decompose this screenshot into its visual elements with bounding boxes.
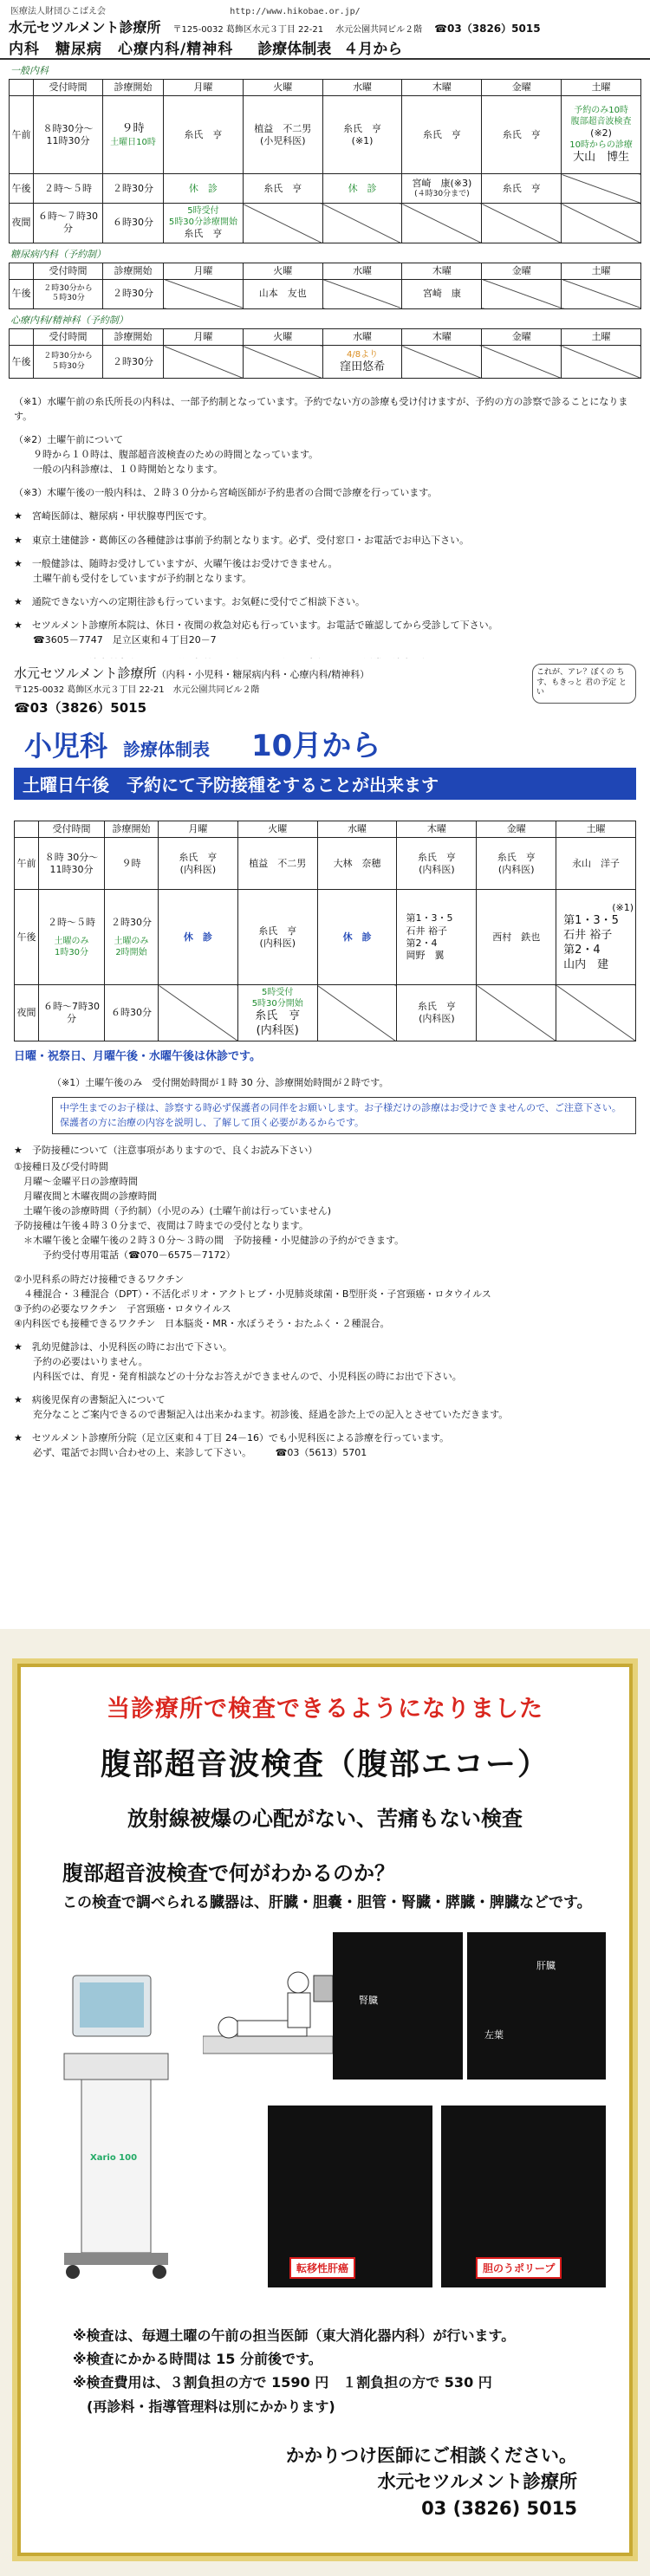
- cell: 糸氏 亨: [402, 96, 482, 174]
- cell-mark: (※2): [590, 127, 612, 139]
- note-item: （※3）木曜午後の一般内科は、２時３０分から宮崎医師が予約患者の合間で診療を行っています。: [14, 487, 438, 499]
- header-cell: 土曜: [562, 263, 641, 279]
- header-cell: 火曜: [243, 263, 322, 279]
- table-header-row: [10, 263, 641, 279]
- cell-value: ２時～５時: [48, 916, 95, 928]
- cell: ８時 30分～ 11時30分: [39, 838, 105, 890]
- empty-cell: [562, 174, 641, 204]
- cell-value: 糸氏 亨 (内科医): [255, 1009, 301, 1038]
- ultrasound-poster: [17, 1664, 633, 2556]
- row-label: 午前: [15, 838, 39, 890]
- header-cell: 月曜: [164, 263, 244, 279]
- cell: 西村 鉄也: [477, 890, 556, 985]
- header-corner: [10, 263, 34, 279]
- ultrasound-label: 肝臓: [536, 1960, 556, 1971]
- machine-wheel-shape: [153, 2265, 166, 2279]
- note-item: ②小児科系の時だけ接種できるワクチン ４種混合・３種混合（DPT）・不活化ポリオ・アクトヒブ・小児肺炎球菌・B型肝炎・子宮頸癌・ロタウイルス ③予約の必要なワクチン 子宮頸癌・ロタウイルス ④内科医でも接種できるワクチン 日本脳炎・MR・水ぼうそう・おたふく・２種混合。: [14, 1273, 491, 1329]
- header-cell: 受付時間: [34, 328, 103, 345]
- clinic-phone[interactable]: ☎03（3826）5015: [434, 23, 541, 35]
- machine-label: Xario 100: [90, 2153, 138, 2163]
- cell-value: ９時: [121, 121, 145, 135]
- header-cell: 水曜: [322, 263, 402, 279]
- cell-note: 土曜日10時: [110, 137, 156, 147]
- empty-cell: [482, 346, 562, 379]
- empty-cell: [477, 985, 556, 1041]
- table-row: [15, 838, 636, 890]
- cell: 休 診: [317, 890, 397, 985]
- diabetes-schedule-table: [9, 263, 641, 309]
- cell: ６時30分: [103, 204, 164, 243]
- poster-question-detail: この検査で調べられる臓器は、肝臓・胆嚢・胆管・腎臓・膵臓・脾臓などです。: [62, 1894, 592, 1911]
- general-schedule-table: [9, 79, 641, 243]
- ultrasound-machine-image: [38, 1967, 203, 2287]
- schedule-effective: ４月から: [343, 41, 403, 58]
- cell: ２時30分から ５時30分: [34, 346, 103, 379]
- row-label: 午後: [10, 279, 34, 308]
- cell-value: 大山 博生: [573, 151, 630, 164]
- machine-screen-shape: [80, 1982, 144, 2028]
- pediatric-clinic-line: [14, 664, 525, 682]
- note-item: ★ 病後児保育の書類記入について 充分なことご案内できるので書類記入は出来かねます。初診後、経過を診た上での記入とさせていただきます。: [14, 1393, 509, 1420]
- section-label-general: 一般内科: [10, 65, 49, 76]
- empty-cell: [402, 204, 482, 243]
- header-cell: 木曜: [402, 328, 482, 345]
- empty-cell: [562, 346, 641, 379]
- clinic-name: 水元セツルメント診療所: [9, 19, 161, 36]
- header-cell: 木曜: [397, 821, 477, 838]
- cell-note: 10時からの診療: [569, 140, 633, 150]
- machine-console-shape: [64, 2054, 168, 2080]
- corp-header: [0, 0, 650, 16]
- departments: （内科・小児科・糖尿病内科・心療内科/精神科）: [156, 669, 370, 680]
- table-row: [10, 346, 641, 379]
- clinic-name: 水元セツルメント診療所: [377, 2471, 577, 2493]
- header-cell: 診療開始: [103, 80, 164, 96]
- section-label-diabetes: 糖尿病内科（予約制）: [10, 248, 106, 260]
- ultrasound-poster-sheet: [0, 1629, 650, 2576]
- poster-subtitle: 放射線被爆の心配がない、苦痛もない検査: [127, 1807, 523, 1831]
- cell-note: 土曜のみ 2時開始: [114, 936, 149, 957]
- header-corner: [15, 821, 39, 838]
- cell: [103, 96, 164, 174]
- pediatric-header: [0, 659, 650, 717]
- header-cell: 木曜: [402, 80, 482, 96]
- cell-mark: (※1): [612, 901, 634, 913]
- doctor-head-shape: [288, 1972, 309, 1993]
- clinic-phone[interactable]: ☎03（3826）5015: [14, 700, 147, 716]
- vaccination-banner: 土曜日午後 予約にて予防接種をすることが出来ます: [14, 768, 636, 800]
- header-cell: 水曜: [322, 80, 402, 96]
- row-label: 夜間: [10, 204, 34, 243]
- cell: [164, 204, 244, 243]
- header-cell: 受付時間: [34, 80, 103, 96]
- cell: 休 診: [322, 174, 402, 204]
- poster-question: 腹部超音波検査で何がわかるのか？: [62, 1861, 395, 1885]
- cell: 糸氏 亨 (内科医): [237, 890, 317, 985]
- cell-value: ２時30分: [111, 916, 152, 928]
- cell: 宮崎 康: [402, 279, 482, 308]
- note-item: （※2）土曜午前について ９時から１０時は、腹部超音波検査のための時間となっています。 一般の内科診療は、１０時開始となります。: [14, 434, 319, 476]
- cell: 永山 洋子: [556, 838, 636, 890]
- pediatric-dept-title: 小児科: [24, 730, 108, 762]
- clinic-name: 水元セツルメント診療所: [14, 665, 157, 681]
- poster-signature: [21, 2443, 577, 2521]
- cell: 第1・3・5 石井 裕子 第2・4 岡野 翼: [397, 890, 477, 985]
- note-item: ★ 予防接種について（注意事項がありますので、良くお読み下さい）: [14, 1145, 318, 1157]
- empty-cell: [317, 985, 397, 1041]
- cell: 植益 不二男: [237, 838, 317, 890]
- row-label: 午前: [10, 96, 34, 174]
- departments: 内科 糖尿病 心療内科/精神科: [9, 41, 234, 58]
- empty-cell: [243, 204, 322, 243]
- cell-note: 4/8より: [347, 349, 379, 360]
- saturday-note: （※1）土曜午後のみ 受付開始時間が１時 30 分、診療開始時間が２時です。: [52, 1077, 389, 1089]
- empty-cell: [322, 279, 402, 308]
- note-item: ★ 乳幼児健診は、小児科医の時にお出で下さい。 予約の必要はいりません。 内科医では、育児・発育相談などの十分なお答えができませんので、小児科医の時にお出で下さい。: [14, 1340, 462, 1382]
- row-label: 午後: [10, 174, 34, 204]
- cell: 糸氏 亨: [164, 96, 244, 174]
- ultrasound-image-2: [467, 1932, 606, 2080]
- cell: [105, 890, 159, 985]
- table-header-row: [15, 821, 636, 838]
- vaccination-notes: [0, 1143, 650, 1460]
- cell-value: 窪田悠希: [340, 360, 386, 373]
- header-cell: 火曜: [243, 80, 322, 96]
- cell-note: 土曜のみ 1時30分: [54, 936, 89, 957]
- info-line: ※検査費用は、３割負担の方で 1590 円 １割負担の方で 530 円: [73, 2374, 492, 2391]
- header-cell: 水曜: [317, 821, 397, 838]
- cell-note: 5時受付 5時30分開始: [251, 988, 303, 1009]
- empty-cell: [164, 279, 244, 308]
- ultrasound-image-1: [333, 1932, 463, 2080]
- cell: 植益 不二男 (小児科医): [243, 96, 322, 174]
- note-item: ①接種日及び受付時間 月曜～金曜平日の診療時間 月曜夜間と木曜夜間の診療時間 土曜午後の診療時間（予約制）（小児のみ）(土曜午前は行っていません) 予防接種は午後４時３０分まで、夜間は７時までの受付となります。 ＊木曜午後と金曜午後の２時３０分～３時の間 予防接種・小児健診の予約ができます。 予約受付専用電話（☎070－6575－7172）: [14, 1161, 405, 1262]
- empty-cell: [322, 204, 402, 243]
- pediatric-title: [0, 717, 650, 764]
- cell: 休 診: [159, 890, 238, 985]
- note-item: ★ 通院できない方への定期往診も行っています。お気軽に受付でご相談下さい。: [14, 595, 365, 607]
- cell: 糸氏 亨 (内科医): [477, 838, 556, 890]
- cell: [562, 96, 641, 174]
- machine-body-shape: [81, 2080, 151, 2253]
- header-cell: 土曜: [562, 328, 641, 345]
- machine-wheel-shape: [66, 2265, 80, 2279]
- ultrasound-label: 腎臓: [359, 1995, 378, 2006]
- cell: [402, 174, 482, 204]
- poster-title: 腹部超音波検査（腹部エコー）: [100, 1748, 549, 1782]
- guardian-notice: 中学生までのお子様は、診察する時必ず保護者の同伴をお願いします。お子様だけの診療はお受けできませんので、ご注意下さい。保護者の方に治療の内容を説明し、了解して頂く必要があるからです。: [52, 1097, 636, 1134]
- header-cell: 木曜: [402, 263, 482, 279]
- empty-cell: [482, 204, 562, 243]
- cell: 糸氏 亨 (内科医): [159, 838, 238, 890]
- cell: 休 診: [164, 174, 244, 204]
- machine-base-shape: [64, 2253, 168, 2265]
- header-cell: 金曜: [482, 80, 562, 96]
- cell-value: 第1・3・5 石井 裕子 第2・4 山内 建: [563, 914, 619, 971]
- cell: ２時～５時: [34, 174, 103, 204]
- pediatric-schedule-table: [14, 821, 636, 1041]
- table-row: [15, 985, 636, 1041]
- info-line: ※検査にかかる時間は 15 分前後です。: [73, 2351, 322, 2368]
- header-cell: 金曜: [482, 263, 562, 279]
- cell: ２時30分: [103, 174, 164, 204]
- speech-bubble-illustration: これが、アレ？ぼくの ち す、もきっと 君の予定 とい: [532, 664, 636, 704]
- header-cell: 受付時間: [34, 263, 103, 279]
- table-row: [10, 174, 641, 204]
- schedule-heading: 診療体制表: [257, 41, 332, 58]
- schedule-heading: 診療体制表: [123, 739, 211, 760]
- note-item: ★ セツルメント診療所本院は、休日・夜間の救急対応も行っています。お電話で確認してから受診して下さい。 ☎3605－7747 足立区東和４丁目20－7: [14, 619, 498, 646]
- clinic-phone[interactable]: 03 (3826) 5015: [421, 2497, 577, 2519]
- patient-illustration: [203, 1967, 333, 2080]
- cell-note: 5時受付 5時30分診療開始: [168, 206, 237, 228]
- empty-cell: [402, 346, 482, 379]
- cell: 糸氏 亨 (内科医): [397, 985, 477, 1041]
- note-item: （※1）水曜午前の糸氏所長の内科は、一部予約制となっています。予約でない方の診療も受け付けますが、予約の方の診察で診ることになります。: [14, 396, 628, 423]
- note-item: ★ セツルメント診療所分院（足立区東和４丁目 24－16）でも小児科医による診療を行っています。 必ず、電話でお問い合わせの上、来診して下さい。 ☎03（5613）5701: [14, 1431, 450, 1458]
- table-header-row: [10, 328, 641, 345]
- cell: ２時30分: [103, 346, 164, 379]
- psych-schedule-table: [9, 328, 641, 379]
- cell: 大林 奈穂: [317, 838, 397, 890]
- cell: ６時～7時30分: [39, 985, 105, 1041]
- cell: [39, 890, 105, 985]
- header-cell: 月曜: [159, 821, 238, 838]
- poster-info: [73, 2324, 629, 2418]
- cell: [556, 890, 636, 985]
- poster-images: [21, 1932, 629, 2305]
- row-label: 午後: [15, 890, 39, 985]
- table-row: [10, 96, 641, 174]
- table-row: [15, 890, 636, 985]
- empty-cell: [164, 346, 244, 379]
- header-cell: 月曜: [164, 328, 244, 345]
- info-line: (再診料・指導管理料は別にかかります): [73, 2398, 335, 2415]
- empty-cell: [556, 985, 636, 1041]
- note-item: ★ 宮崎医師は、糖尿病・甲状腺専門医です。: [14, 510, 212, 522]
- row-label: 午後: [10, 346, 34, 379]
- clinic-address: 〒125-0032 葛飾区水元３丁目 22-21 水元公園共同ビル２階: [14, 685, 260, 695]
- cell-note: (４時30分まで): [414, 190, 470, 199]
- cell: 糸氏 亨: [482, 174, 562, 204]
- header-cell: 受付時間: [39, 821, 105, 838]
- header-cell: 診療開始: [103, 328, 164, 345]
- schedule-title: [0, 36, 650, 60]
- cell-value: 糸氏 亨: [184, 228, 223, 240]
- cell: ９時: [105, 838, 159, 890]
- label-gallbladder-polyp: 胆のうポリープ: [476, 2257, 562, 2279]
- cell: [322, 346, 402, 379]
- empty-cell: [562, 204, 641, 243]
- cell: 糸氏 亨 (内科医): [397, 838, 477, 890]
- label-liver-metastasis: 転移性肝癌: [289, 2257, 355, 2279]
- cell: 糸氏 亨: [482, 96, 562, 174]
- header-cell: 土曜: [556, 821, 636, 838]
- clinic-building: 水元公園共同ビル２階: [335, 25, 423, 35]
- cell: ６時～７時30分: [34, 204, 103, 243]
- poster-headline: 当診療所で検査できるようになりました: [107, 1696, 543, 1723]
- cell-value: 宮崎 康(※3): [412, 177, 472, 189]
- cell: 糸氏 亨: [243, 174, 322, 204]
- cell: ２時30分: [103, 279, 164, 308]
- clinic-header: [0, 16, 650, 36]
- cell: ６時30分: [105, 985, 159, 1041]
- adult-notes: [0, 394, 650, 671]
- consult-line: かかりつけ医師にご相談ください。: [286, 2444, 577, 2466]
- header-cell: 土曜: [562, 80, 641, 96]
- monitor-shape: [314, 1976, 333, 2002]
- website-url[interactable]: http://www.hikobae.or.jp/: [230, 7, 361, 16]
- note-item: ★ 東京土建健診・葛飾区の各種健診は事前予約制となります。必ず、受付窓口・お電話でお申込下さい。: [14, 534, 470, 546]
- empty-cell: [159, 985, 238, 1041]
- row-label: 夜間: [15, 985, 39, 1041]
- header-cell: 金曜: [482, 328, 562, 345]
- cell-note: 予約のみ10時 腹部超音波検査: [570, 105, 632, 127]
- header-corner: [10, 80, 34, 96]
- empty-cell: [482, 279, 562, 308]
- corp-name: 医療法人財団ひこばえ会: [10, 7, 106, 16]
- cell: [237, 985, 317, 1041]
- closed-days-note: 日曜・祝祭日、月曜午後・水曜午後は休診です。: [14, 1050, 261, 1064]
- pediatric-header-text: [14, 664, 525, 717]
- patient-head-shape: [218, 2017, 239, 2038]
- adult-schedule-sheet: [0, 0, 650, 646]
- header-cell: 金曜: [477, 821, 556, 838]
- schedule-effective: 10月から: [251, 729, 381, 763]
- header-cell: 火曜: [237, 821, 317, 838]
- header-cell: 火曜: [243, 328, 322, 345]
- ultrasound-label: 左葉: [484, 2029, 504, 2041]
- header-cell: 月曜: [164, 80, 244, 96]
- table-row: [10, 204, 641, 243]
- clinic-address: 〒125-0032 葛飾区水元３丁目 22-21: [172, 25, 324, 35]
- note-item: ★ 一般健診は、随時お受けしていますが、火曜午後はお受けできません。 土曜午前も受付をしていますが予約制となります。: [14, 557, 338, 584]
- table-row: [10, 279, 641, 308]
- header-cell: 診療開始: [103, 263, 164, 279]
- doctor-body-shape: [288, 1993, 310, 2028]
- bed-shape: [203, 2036, 333, 2054]
- pediatric-schedule-sheet: [0, 659, 650, 1603]
- info-line: ※検査は、毎週土曜の午前の担当医師（東大消化器内科）が行います。: [73, 2327, 516, 2344]
- table-header-row: [10, 80, 641, 96]
- cell: ８時30分～ 11時30分: [34, 96, 103, 174]
- cell: 糸氏 亨 (※1): [322, 96, 402, 174]
- header-cell: 診療開始: [105, 821, 159, 838]
- empty-cell: [562, 279, 641, 308]
- header-corner: [10, 328, 34, 345]
- cell: ２時30分から ５時30分: [34, 279, 103, 308]
- header-cell: 水曜: [322, 328, 402, 345]
- section-label-psych: 心療内科/精神科（予約制）: [10, 314, 128, 326]
- empty-cell: [243, 346, 322, 379]
- cell: 山本 友也: [243, 279, 322, 308]
